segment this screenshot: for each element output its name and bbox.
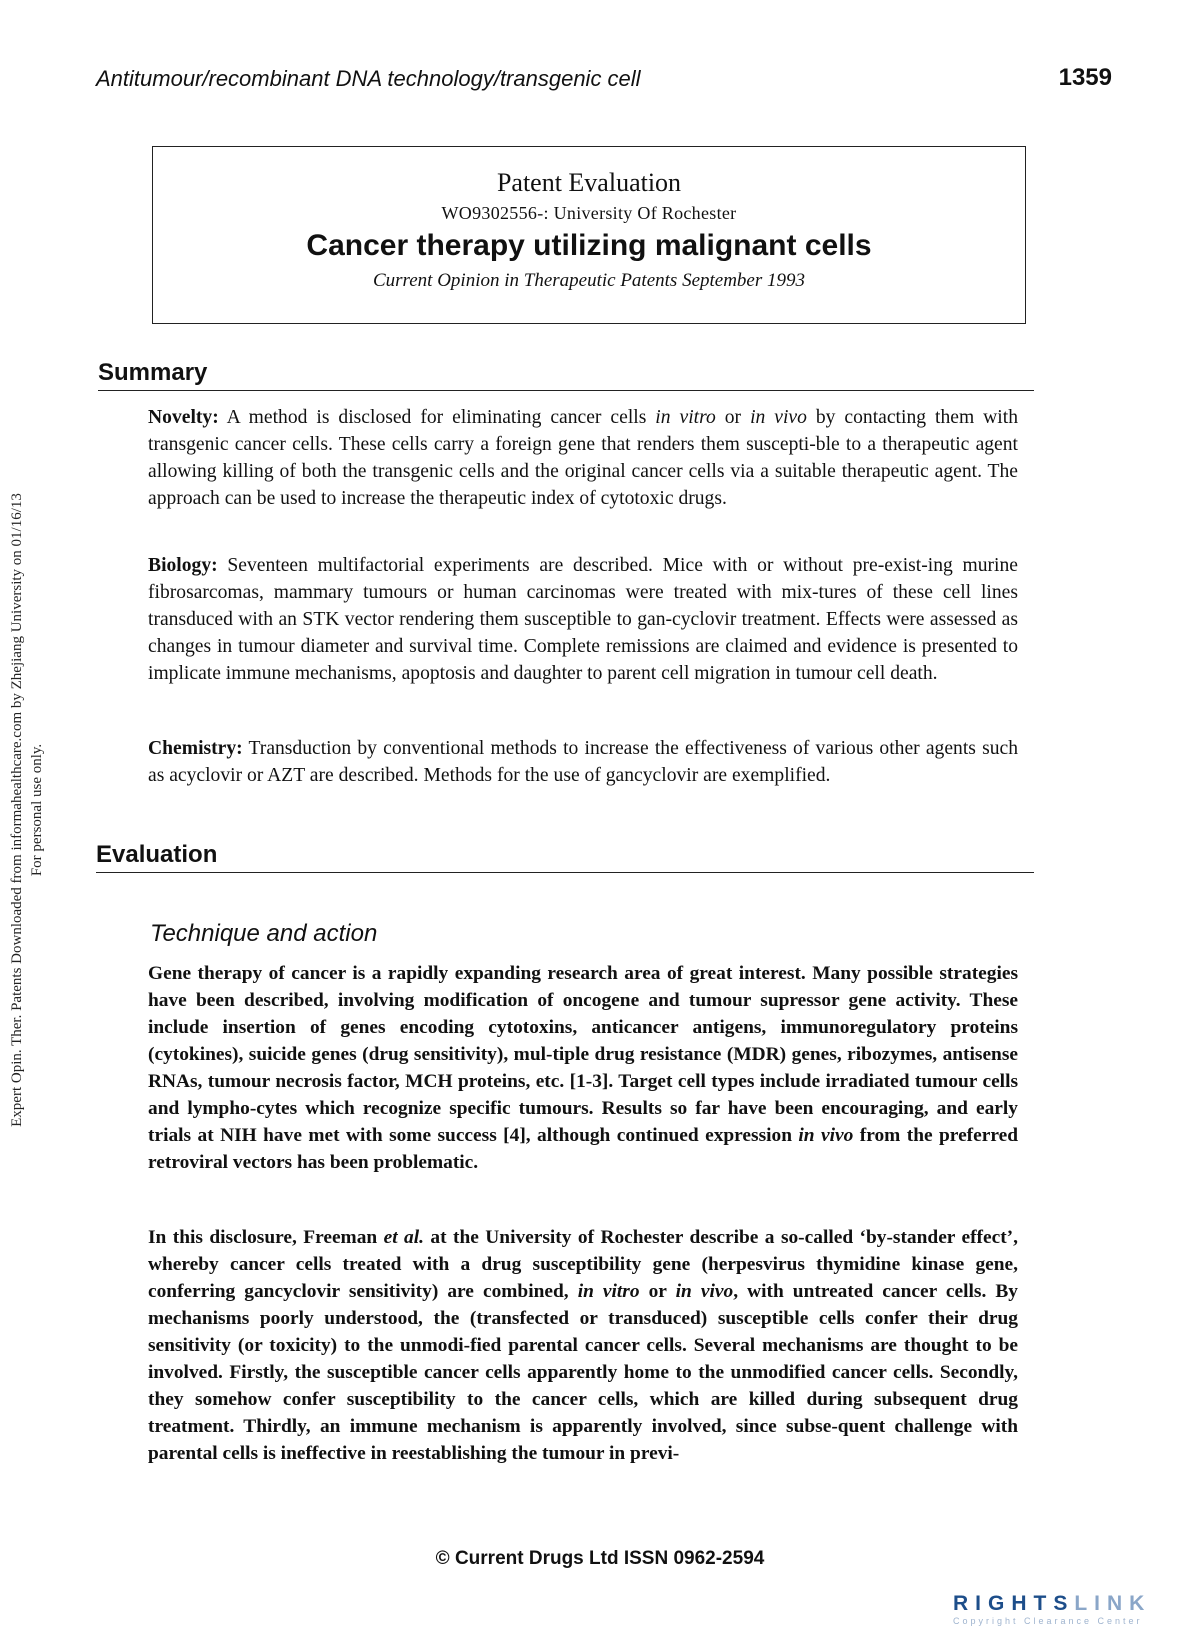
rightslink-logo[interactable] bbox=[953, 1592, 1183, 1626]
novelty-label: Novelty: bbox=[148, 407, 219, 428]
chemistry-label: Chemistry: bbox=[148, 738, 243, 759]
download-notice-line2: For personal use only. bbox=[29, 743, 45, 877]
technique-subheading: Technique and action bbox=[150, 920, 378, 947]
running-head: Antitumour/recombinant DNA technology/transgenic cell bbox=[96, 66, 641, 91]
biology-paragraph: Biology: Seventeen multifactorial experiments are described. Mice with or without pre-exist-ing murine fibrosarcomas, mammary tumours or human carcinomas were treated with mix-tures of these cell lines transduced with an STK vector rendering them susceptible to gan-cyclovir treatment. Effects were assessed as changes in tumour diameter and survival time. Complete remissions are claimed and evidence is presented to implicate immune mechanisms, apoptosis and daughter to parent cell migration in tumour cell death. bbox=[148, 555, 1018, 684]
chemistry-paragraph: Chemistry: Transduction by conventional methods to increase the effectiveness of various other agents such as acyclovir or AZT are described. Methods for the use of gancyclovir are exemplified. bbox=[148, 738, 1018, 786]
rightslink-wordmark: RIGHTSLINK bbox=[953, 1592, 1152, 1615]
patent-title: Cancer therapy utilizing malignant cells bbox=[306, 229, 872, 262]
novelty-paragraph: Novelty: A method is disclosed for eliminating cancer cells in vitro or in vivo by contacting them with transgenic cancer cells. These cells carry a foreign gene that renders them suscepti-ble to a therapeutic agent allowing killing of both the transgenic cells and the original cancer cells via a suitable therapeutic agent. The approach can be used to increase the therapeutic index of cytotoxic drugs. bbox=[148, 407, 1018, 509]
patent-evaluation-box bbox=[152, 146, 1026, 324]
evaluation-heading: Evaluation bbox=[96, 840, 1034, 873]
download-notice-line1: Expert Opin. Ther. Patents Downloaded from informahealthcare.com by Zhejiang University on 01/16/13 bbox=[9, 493, 25, 1127]
copyright-footer: © Current Drugs Ltd ISSN 0962-2594 bbox=[435, 1548, 765, 1569]
page-number: 1359 bbox=[1058, 64, 1112, 91]
biology-label: Biology: bbox=[148, 555, 218, 576]
rightslink-tagline: Copyright Clearance Center bbox=[953, 1616, 1143, 1626]
summary-heading: Summary bbox=[98, 358, 1034, 391]
technique-paragraph: Gene therapy of cancer is a rapidly expanding research area of great interest. Many possible strategies have been described, involving modification of oncogene and tumour supressor gene activity. These include insertion of genes encoding cytotoxins, anticancer antigens, immunoregulatory proteins (cytokines), suicide genes (drug sensitivity), mul-tiple drug resistance (MDR) genes, ribozymes, antisense RNAs, tumour necrosis factor, MCH proteins, etc. [1-3]. Target cell types include irradiated tumour cells and lympho-cytes which recognize specific tumours. Results so far have been encouraging, and early trials at NIH have met with some success [4], although continued expression in vivo from the preferred retroviral vectors has been problematic. bbox=[148, 963, 1018, 1173]
patent-id: WO9302556-: University Of Rochester bbox=[441, 203, 737, 223]
disclosure-paragraph: In this disclosure, Freeman et al. at the University of Rochester describe a so-called ‘by-stander effect’, whereby cancer cells treated with a drug susceptibility gene (herpesvirus thymidine kinase gene, conferring gancyclovir sensitivity) are combined, in vitro or in vivo, with untreated cancer cells. By mechanisms poorly understood, the (transfected or transduced) susceptible cells confer their drug sensitivity (or toxicity) to the unmodi-fied parental cancer cells. Several mechanisms are thought to be involved. Firstly, the susceptible cancer cells apparently home to the unmodified cancer cells. Secondly, they somehow confer susceptibility to the cancer cells, which are killed during subsequent drug treatment. Thirdly, an immune mechanism is apparently involved, since subse-quent challenge with parental cells is ineffective in reestablishing the tumour in previ- bbox=[148, 1227, 1018, 1464]
box-kicker: Patent Evaluation bbox=[496, 168, 682, 197]
source-citation: Current Opinion in Therapeutic Patents September 1993 bbox=[372, 270, 806, 291]
